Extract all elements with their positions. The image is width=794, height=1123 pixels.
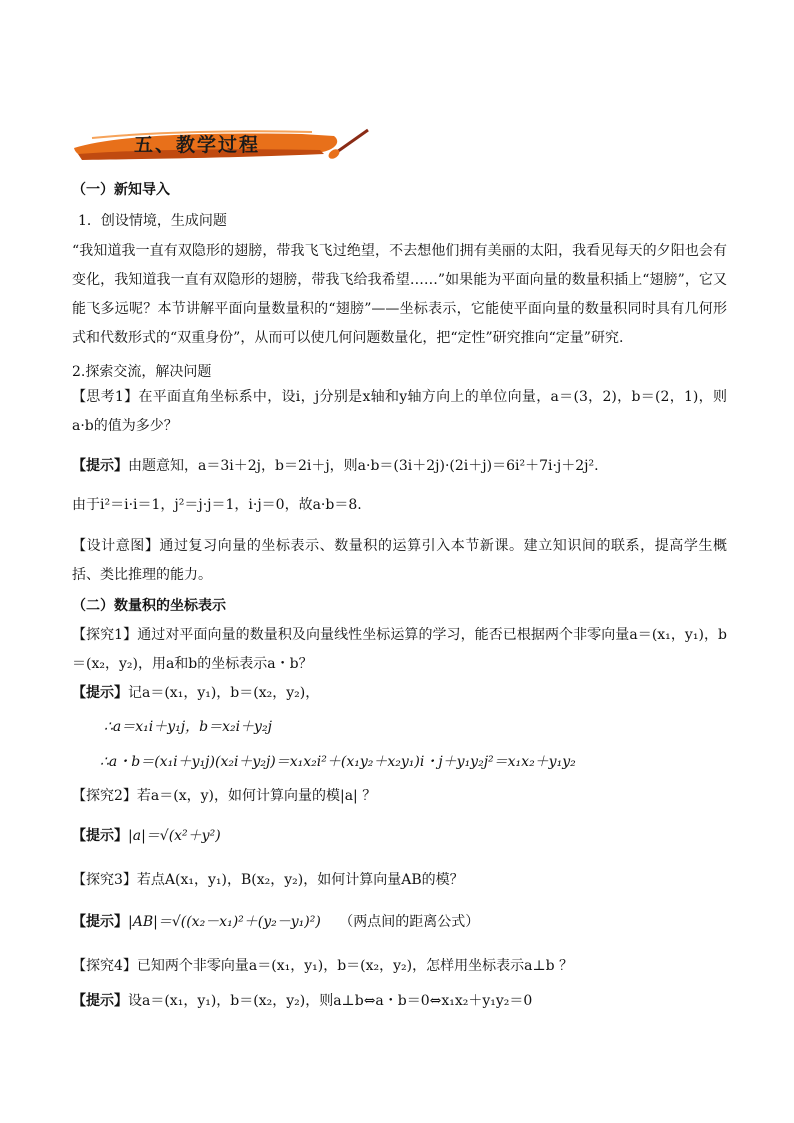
hint-3-formula: |a|＝√(x²＋y²) bbox=[128, 828, 221, 844]
explore-4 bbox=[72, 956, 573, 976]
think-1-label: 【思考1】 bbox=[72, 389, 139, 405]
hint-4 bbox=[72, 912, 479, 932]
design-label: 【设计意图】 bbox=[72, 538, 160, 554]
item-2: 2.探索交流，解决问题 bbox=[72, 364, 212, 380]
explore-4-text: 已知两个非零向量a＝(x₁，y₁)，b＝(x₂，y₂)，怎样用坐标表示a⊥b ？ bbox=[136, 958, 574, 974]
hint-5-label: 【提示】 bbox=[72, 993, 128, 1009]
explore-2 bbox=[72, 786, 376, 806]
hint-5 bbox=[72, 991, 532, 1011]
hint-2-line3: ∴a・b＝(x₁i＋y₁j)(x₂i＋y₂j)＝x₁x₂i²＋(x₁y₂＋x₂y₁)i・j＋y₁y₂j²＝x₁x₂＋y₁y₂ bbox=[100, 754, 576, 770]
hint-3 bbox=[72, 826, 221, 846]
hint-1-line2: 由于i²＝i·i＝1，j²＝j·j＝1，i·j＝0，故a·b＝8. bbox=[72, 497, 362, 513]
subsection-title-1: （一）新知导入 bbox=[72, 182, 170, 198]
hint-5-text: 设a＝(x₁，y₁)，b＝(x₂，y₂)，则a⊥b⇔a・b＝0⇔x₁x₂＋y₁y₂＝0 bbox=[128, 993, 533, 1009]
hint-1 bbox=[72, 456, 599, 476]
think-1 bbox=[72, 383, 727, 441]
explore-4-label: 【探究4】 bbox=[72, 958, 137, 974]
hint-1-label: 【提示】 bbox=[72, 458, 128, 474]
section-heading: 五、教学过程 bbox=[134, 134, 261, 156]
hint-4-label: 【提示】 bbox=[72, 914, 128, 930]
item-1: 1．创设情境，生成问题 bbox=[78, 213, 227, 229]
hint-4-formula: |AB|＝√((x₂－x₁)²＋(y₂－y₁)²) bbox=[128, 914, 321, 930]
explore-1 bbox=[72, 621, 727, 679]
explore-2-label: 【探究2】 bbox=[72, 788, 137, 804]
explore-1-label: 【探究1】 bbox=[72, 627, 138, 643]
intro-paragraph: “我知道我一直有双隐形的翅膀，带我飞飞过绝望，不去想他们拥有美丽的太阳，我看见每天的夕阳也会有变化，我知道我一直有双隐形的翅膀，带我飞给我希望……”如果能为平面向量的数量积插上“翅膀”，它又能飞多远呢？本节讲解平面向量数量积的“翅膀”——坐标表示，它能使平面向量的数量积同时具有几何形式和代数形式的“双重身份”，从而可以使几何问题数量化，把“定性”研究推向“定量”研究. bbox=[72, 243, 727, 346]
design-text: 通过复习向量的坐标表示、数量积的运算引入本节新课。建立知识间的联系，提高学生概括、类比推理的能力。 bbox=[72, 538, 728, 583]
hint-2-line2: ∴a＝x₁i＋y₁j，b＝x₂i＋y₂j bbox=[104, 719, 272, 735]
hint-2-text: 记a＝(x₁，y₁)，b＝(x₂，y₂)， bbox=[128, 685, 320, 701]
hint-2-label: 【提示】 bbox=[72, 685, 128, 701]
think-1-text: 在平面直角坐标系中，设i，j分别是x轴和y轴方向上的单位向量，a＝(3，2)，b＝(2，1)，则a·b的值为多少？ bbox=[72, 389, 727, 434]
explore-2-text: 若a＝(x，y)，如何计算向量的模|a| ？ bbox=[136, 788, 377, 804]
explore-1-text: 通过对平面向量的数量积及向量线性坐标运算的学习，能否已根据两个非零向量a＝(x₁，y₁)，b＝(x₂，y₂)，用a和b的坐标表示a・b？ bbox=[72, 627, 727, 672]
hint-3-label: 【提示】 bbox=[72, 828, 128, 844]
design-intent bbox=[72, 532, 727, 590]
hint-1-text: 由题意知，a＝3i＋2j，b＝2i＋j，则a·b＝(3i＋2j)·(2i＋j)＝6i²＋7i·j＋2j². bbox=[128, 458, 599, 474]
hint-2 bbox=[72, 683, 319, 703]
explore-3 bbox=[72, 870, 464, 890]
hint-4-note: （两点间的距离公式） bbox=[339, 914, 480, 930]
explore-3-text: 若点A(x₁，y₁)，B(x₂，y₂)，如何计算向量AB的模？ bbox=[136, 872, 464, 888]
subsection-title-2: （二）数量积的坐标表示 bbox=[72, 598, 226, 614]
explore-3-label: 【探究3】 bbox=[72, 872, 137, 888]
